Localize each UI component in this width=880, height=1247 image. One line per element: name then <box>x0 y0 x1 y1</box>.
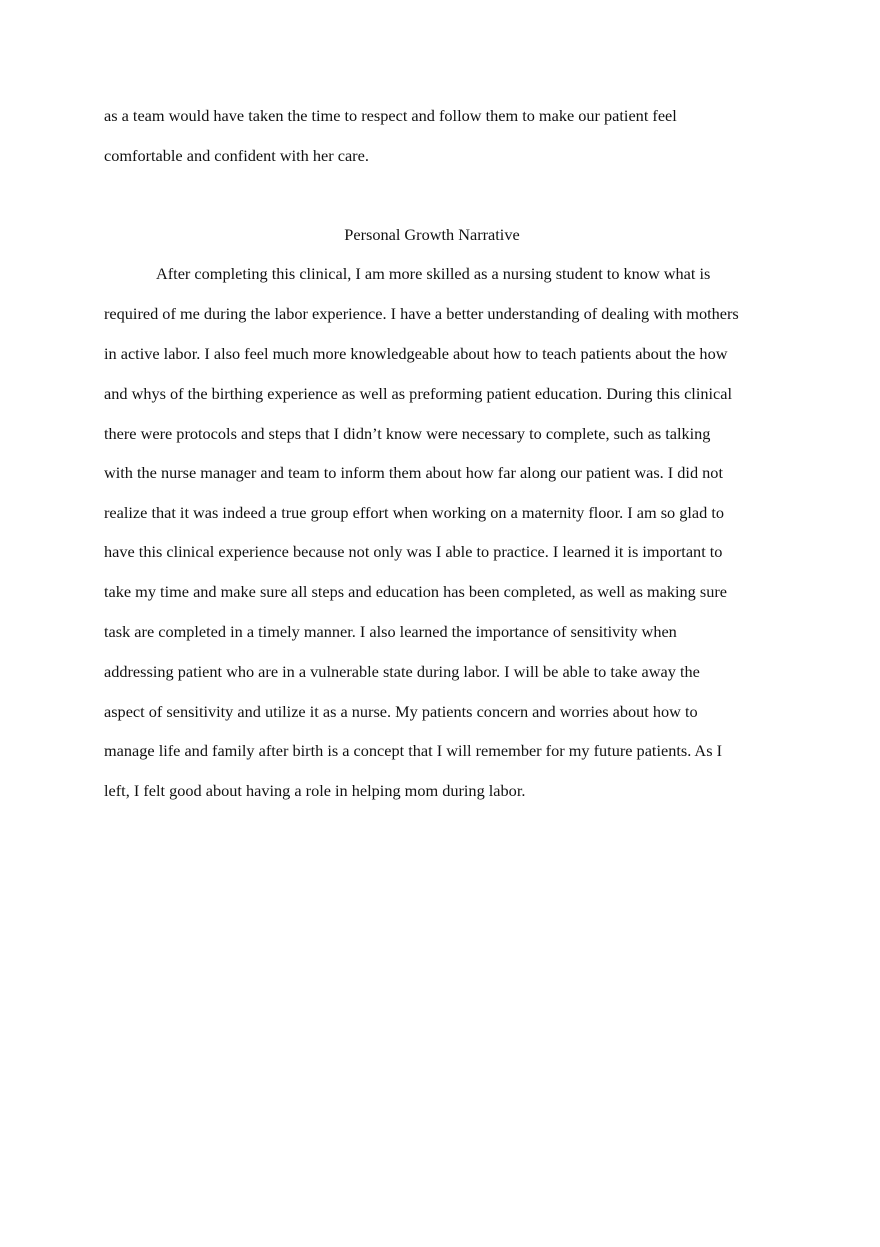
paragraph-line: there were protocols and steps that I didn’t know were necessary to complete, such as talking <box>104 424 711 443</box>
paragraph-line: and whys of the birthing experience as well as preforming patient education. During this clinical <box>104 384 732 403</box>
paragraph-line: addressing patient who are in a vulnerable state during labor. I will be able to take away the <box>104 662 700 681</box>
paragraph-line: aspect of sensitivity and utilize it as a nurse. My patients concern and worries about how to <box>104 702 698 721</box>
paragraph-line: required of me during the labor experience. I have a better understanding of dealing with mothers <box>104 304 739 323</box>
paragraph-line: task are completed in a timely manner. I also learned the importance of sensitivity when <box>104 622 677 641</box>
paragraph-line: take my time and make sure all steps and education has been completed, as well as making sure <box>104 582 728 601</box>
section-title: Personal Growth Narrative <box>344 225 520 244</box>
paragraph-line: left, I felt good about having a role in helping mom during labor. <box>104 781 526 800</box>
continuation-line: as a team would have taken the time to respect and follow them to make our patient feel <box>104 106 677 125</box>
paragraph-line: with the nurse manager and team to inform them about how far along our patient was. I did not <box>104 463 723 482</box>
paragraph-line: After completing this clinical, I am more skilled as a nursing student to know what is <box>156 264 711 283</box>
paragraph-line: manage life and family after birth is a concept that I will remember for my future patients. As I <box>104 741 723 760</box>
continuation-line: comfortable and confident with her care. <box>104 146 369 165</box>
paragraph-line: realize that it was indeed a true group effort when working on a maternity floor. I am so glad to <box>104 503 725 522</box>
paragraph-line: have this clinical experience because not only was I able to practice. I learned it is important to <box>104 542 723 561</box>
paragraph-line: in active labor. I also feel much more knowledgeable about how to teach patients about the how <box>104 344 728 363</box>
